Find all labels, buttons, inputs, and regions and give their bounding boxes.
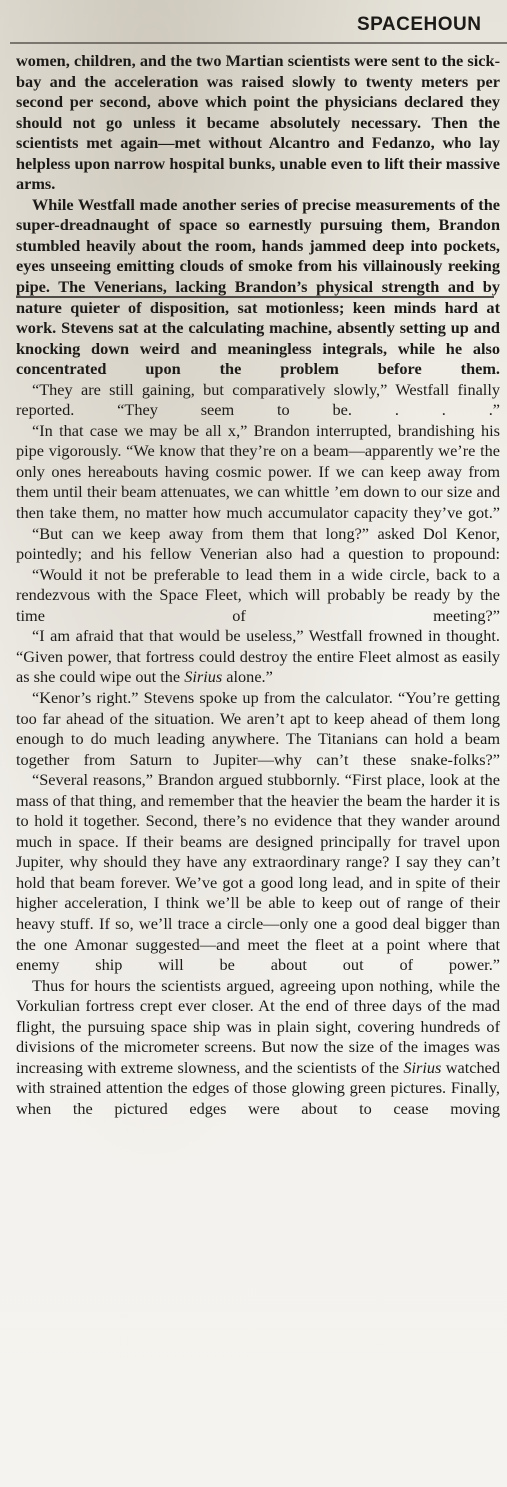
paragraph-1: women, children, and the two Martian scientists were sent to the sick-bay and the acceleration was raised slowly to twenty meters per second per second, above which point the physicians declared they should not go unless it became absolutely necessary. Then the scientists met again—met without Alcantro and Fedanzo, who lay helpless upon narrow hospital bunks, unable even to lift their massive arms. xyxy=(16,51,500,194)
paragraph-5: “But can we keep away from them that long?” asked Dol Kenor, pointedly; and his fellow Venerian also had a question to propound: xyxy=(16,523,500,564)
paragraph-10-part-1: Thus for hours the scientists argued, agreeing upon nothing, while the Vorkulian fortress crept ever closer. At the end of three days of the mad flight, the pursuing space ship was in plain sight, covering hundreds of divisions of the micrometer screens. But now the size of the images was increasing with extreme slowness, and the scientists of the xyxy=(16,975,500,1077)
strikethrough-rule xyxy=(16,296,494,298)
paragraph-7-part-2: alone.” xyxy=(222,667,273,687)
paragraph-7-part-1: “I am afraid that that would be useless,” Westfall frowned in thought. “Given power, that fortress could destroy the entire Fleet almost as easily as she could wipe out the xyxy=(16,626,500,687)
paragraph-2: While Westfall made another series of precise measurements of the super-dreadnaught of space so earnestly pursuing them, Brandon stumbled heavily about the room, hands jammed deep into pockets, eyes unseeing emitting clouds of smoke from his villainously reeking pipe. The Venerians, lacking Brandon’s physical strength and by nature quieter of disposition, sat motionless; keen minds hard at work. Stevens sat at the calculating machine, absently setting up and knocking down weird and meaningless integrals, while he also concentrated upon the problem before them. xyxy=(16,194,500,379)
ship-name-sirius: Sirius xyxy=(184,667,223,687)
paragraph-7 xyxy=(16,626,500,688)
ship-name-sirius-2: Sirius xyxy=(403,1057,442,1077)
paragraph-4: “In that case we may be all x,” Brandon interrupted, brandishing his pipe vigorously. “We know that they’re on a beam—apparently we’re the only ones hereabouts having cosmic power. If we can keep away from them until their beam attenuates, we can whittle ’em down to our size and then take them, no matter how much accumulator capacity they’ve got.” xyxy=(16,420,500,523)
paragraph-6: “Would it not be preferable to lead them in a wide circle, back to a rendezvous with the Space Fleet, which will probably be ready by the time of meeting?” xyxy=(16,564,500,625)
running-head: SPACEHOUN xyxy=(357,14,482,35)
paragraph-10 xyxy=(16,976,500,1120)
story-column xyxy=(16,51,500,1119)
header-rule xyxy=(10,42,507,44)
paragraph-10-part-2: watched with strained attention the edges of those glowing green pictures. Finally, when the pictured edges were about to cease moving xyxy=(16,1057,501,1118)
paragraph-9: “Several reasons,” Brandon argued stubbornly. “First place, look at the mass of that thing, and remember that the heavier the beam the harder it is to hold it together. Second, there’s no evidence that they wander around much in space. If their beams are designed principally for travel upon Jupiter, why should they have any extraordinary range? I say they can’t hold that beam forever. We’ve got a good long lead, and in spite of their higher acceleration, I think we’ll be able to keep out of range of their heavy stuff. If so, we’ll trace a circle—only one a good deal bigger than the one Amonar suggested—and meet the fleet at a point where that enemy ship will be about out of power.” xyxy=(16,770,500,975)
paragraph-8: “Kenor’s right.” Stevens spoke up from the calculator. “You’re getting too far ahead of the situation. We aren’t apt to keep ahead of them long enough to do much leading anywhere. The Titanians can hold a beam together from Saturn to Jupiter—why can’t these snake-folks?” xyxy=(16,687,500,769)
paragraph-3: “They are still gaining, but comparatively slowly,” Westfall finally reported. “They seem to be. . . .” xyxy=(16,379,500,420)
